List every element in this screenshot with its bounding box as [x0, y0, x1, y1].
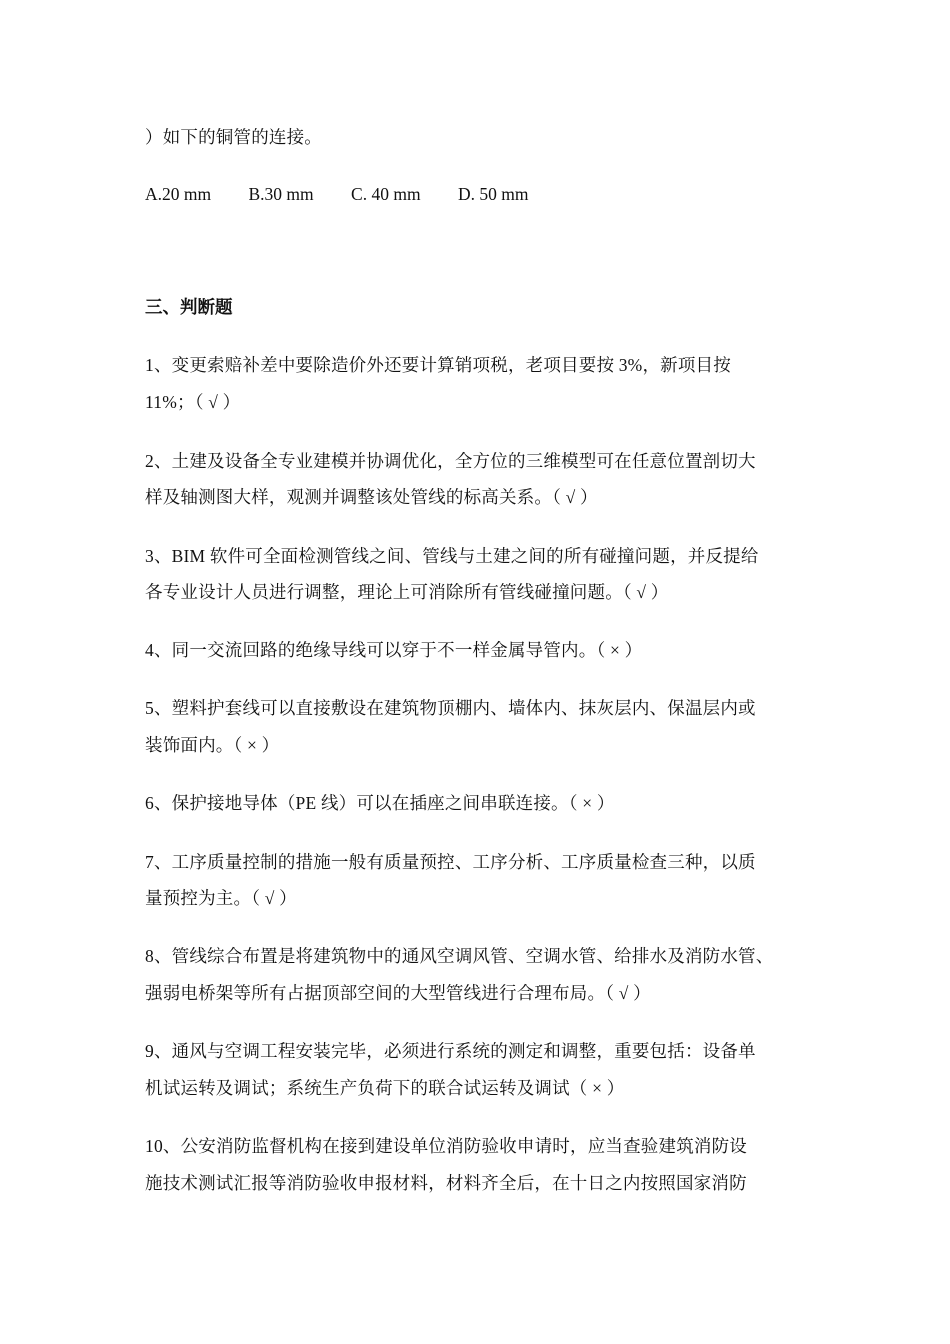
question-3-line-2: 各专业设计人员进行调整，理论上可消除所有管线碰撞问题。（ √ ）: [145, 582, 669, 602]
question-fragment: ）如下的铜管的连接。: [145, 127, 322, 147]
question-7-line-2: 量预控为主。（ √ ）: [145, 888, 297, 908]
question-10-line-2: 施技术测试汇报等消防验收申报材料，材料齐全后，在十日之内按照国家消防: [145, 1173, 747, 1193]
option-d: D. 50 mm: [457, 184, 529, 204]
question-5-line-2: 装饰面内。（ × ）: [145, 735, 280, 755]
question-6-line-1: 6、保护接地导体（PE 线）可以在插座之间串联连接。（ × ）: [145, 793, 615, 813]
question-4-line-1: 4、同一交流回路的绝缘导线可以穿于不一样金属导管内。（ × ）: [145, 640, 643, 660]
question-5-line-1: 5、塑料护套线可以直接敷设在建筑物顶棚内、墙体内、抹灰层内、保温层内或: [145, 698, 756, 718]
question-8-line-1: 8、管线综合布置是将建筑物中的通风空调风管、空调水管、给排水及消防水管、: [145, 946, 774, 966]
question-1-line-1: 1、变更索赔补差中要除造价外还要计算销项税，老项目要按 3%，新项目按: [145, 355, 731, 375]
option-b: B.30 mm: [248, 184, 314, 204]
question-2-line-2: 样及轴测图大样，观测并调整该处管线的标高关系。（ √ ）: [145, 487, 598, 507]
question-1-line-2: 11%；（ √ ）: [145, 392, 241, 412]
question-9-line-2: 机试运转及调试；系统生产负荷下的联合试运转及调试（ × ）: [145, 1078, 625, 1098]
section-title: 三、判断题: [145, 298, 233, 318]
option-a: A.20 mm: [145, 184, 212, 204]
option-c: C. 40 mm: [351, 184, 421, 204]
question-2-line-1: 2、土建及设备全专业建模并协调优化，全方位的三维模型可在任意位置剖切大: [145, 451, 756, 471]
question-10-line-1: 10、公安消防监督机构在接到建设单位消防验收申请时，应当查验建筑消防设: [145, 1136, 747, 1156]
question-3-line-1: 3、BIM 软件可全面检测管线之间、管线与土建之间的所有碰撞问题，并反提给: [145, 546, 759, 566]
answer-options: [145, 183, 528, 205]
question-8-line-2: 强弱电桥架等所有占据顶部空间的大型管线进行合理布局。（ √ ）: [145, 983, 651, 1003]
question-7-line-1: 7、工序质量控制的措施一般有质量预控、工序分析、工序质量检查三种，以质: [145, 852, 756, 872]
question-9-line-1: 9、通风与空调工程安装完毕，必须进行系统的测定和调整，重要包括：设备单: [145, 1041, 756, 1061]
